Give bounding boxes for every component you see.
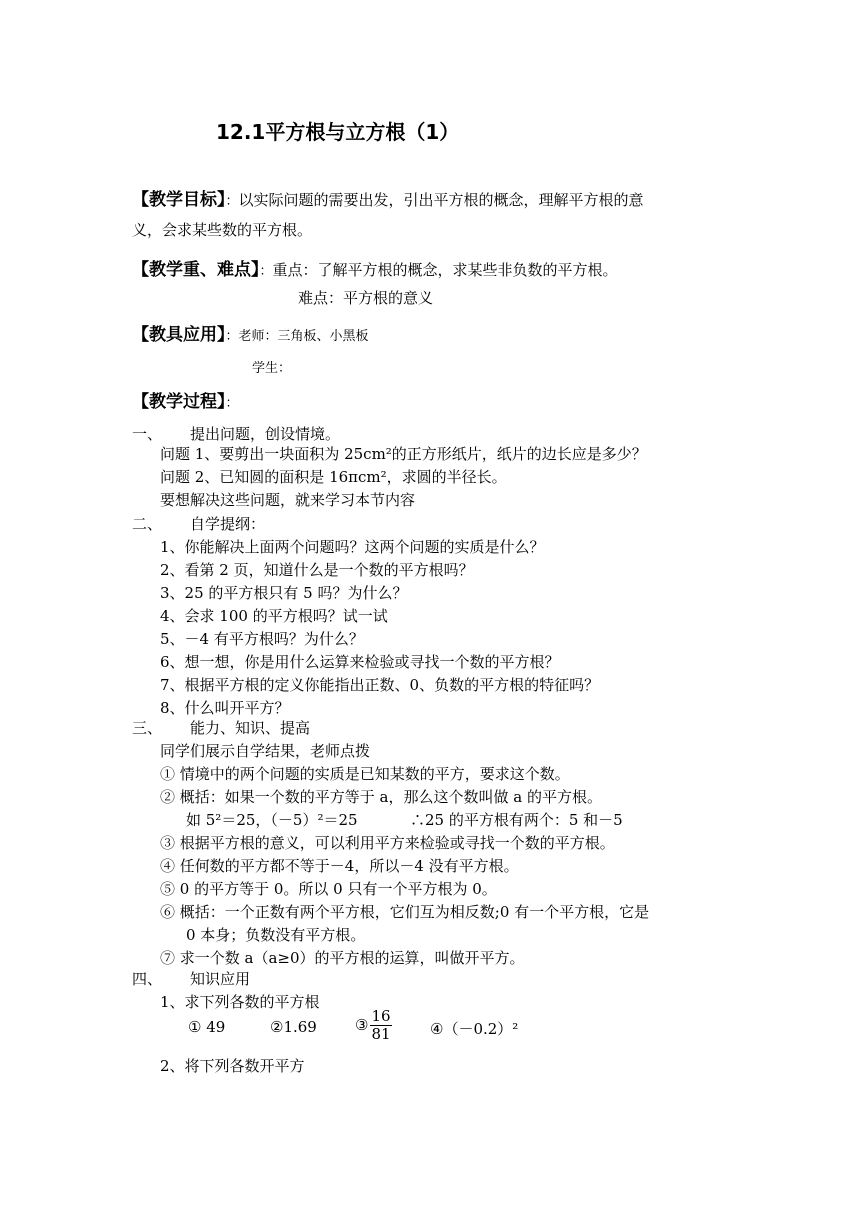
process-section [132, 387, 239, 412]
tools-heading: 【教具应用】 [132, 325, 226, 345]
key-points-section [132, 255, 618, 280]
point-1: ① 情境中的两个问题的实质是已知某数的平方，要求这个数。 [160, 765, 570, 783]
exercise-2-prompt: 2、将下列各数开平方 [160, 1057, 305, 1075]
point-4: ④ 任何数的平方都不等于－4，所以－4 没有平方根。 [160, 857, 519, 875]
key-point-text: 重点：了解平方根的概念，求某些非负数的平方根。 [272, 261, 618, 279]
section1-title: 提出问题，创设情境。 [190, 425, 341, 443]
section4-title: 知识应用 [190, 970, 251, 988]
process-heading: 【教学过程】 [132, 392, 226, 412]
outline-item-3: 3、25 的平方根只有 5 吗？为什么？ [160, 584, 408, 602]
exercise-1c-marker: ③ [355, 1015, 369, 1034]
section3-title: 能力、知识、提高 [190, 719, 311, 737]
fraction-denominator: 81 [371, 1025, 391, 1044]
tools-teacher: 老师：三角板、小黑板 [238, 329, 369, 344]
key-points-colon: ： [259, 264, 273, 279]
objectives-line1: 以实际问题的需要出发，引出平方根的概念，理解平方根的意 [238, 191, 644, 209]
section1-number: 一、 [132, 425, 163, 443]
process-colon: ： [225, 396, 239, 411]
point-6: ⑥ 概括：一个正数有两个平方根，它们互为相反数;0 有一个平方根，它是 [160, 903, 650, 921]
objectives-section [132, 185, 644, 210]
objectives-colon: ： [225, 194, 239, 209]
tools-student: 学生： [252, 361, 292, 376]
exercise-1a: ① 49 [188, 1018, 226, 1036]
outline-item-8: 8、什么叫开平方？ [160, 699, 290, 717]
objectives-line2: 义，会求某些数的平方根。 [132, 221, 313, 239]
section3-number: 三、 [132, 719, 163, 737]
exercise-1b: ②1.69 [270, 1018, 317, 1036]
point-6-continued: 0 本身；负数没有平方根。 [186, 926, 366, 944]
point-7: ⑦ 求一个数 a（a≥0）的平方根的运算，叫做开平方。 [160, 949, 525, 967]
point-2: ② 概括：如果一个数的平方等于 a，那么这个数叫做 a 的平方根。 [160, 788, 602, 806]
point-5: ⑤ 0 的平方等于 0。所以 0 只有一个平方根为 0。 [160, 880, 497, 898]
fraction [370, 1008, 391, 1044]
exercise-1d: ④（－0.2）² [430, 1020, 519, 1038]
tools-section [132, 320, 369, 345]
section3-intro: 同学们展示自学结果，老师点拨 [160, 742, 371, 760]
objectives-heading: 【教学目标】 [132, 190, 226, 210]
section4-number: 四、 [132, 970, 163, 988]
tools-colon: ： [225, 329, 239, 344]
difficult-point-text: 难点：平方根的意义 [298, 289, 434, 307]
outline-item-5: 5、－4 有平方根吗？为什么？ [160, 630, 364, 648]
page-title: 12.1平方根与立方根（1） [216, 120, 460, 144]
point-3: ③ 根据平方根的意义，可以利用平方来检验或寻找一个数的平方根。 [160, 834, 615, 852]
outline-item-2: 2、看第 2 页，知道什么是一个数的平方根吗？ [160, 561, 474, 579]
section2-number: 二、 [132, 515, 163, 533]
fraction-numerator: 16 [371, 1007, 391, 1025]
outline-item-6: 6、想一想，你是用什么运算来检验或寻找一个数的平方根？ [160, 653, 560, 671]
exercise-1c [355, 1008, 394, 1044]
point-2-conclusion: ∴25 的平方根有两个：5 和－5 [410, 811, 623, 829]
key-points-heading: 【教学重、难点】 [132, 260, 260, 280]
outline-item-1: 1、你能解决上面两个问题吗？这两个问题的实质是什么？ [160, 538, 545, 556]
outline-item-7: 7、根据平方根的定义你能指出正数、0、负数的平方根的特征吗？ [160, 676, 600, 694]
point-2-example: 如 5²＝25，（－5）²＝25 [186, 811, 358, 829]
section1-question1: 问题 1、要剪出一块面积为 25cm²的正方形纸片，纸片的边长应是多少？ [160, 445, 647, 463]
section1-transition: 要想解决这些问题，就来学习本节内容 [160, 491, 416, 509]
section2-title: 自学提纲： [190, 515, 266, 533]
section1-question2: 问题 2、已知圆的面积是 16πcm²，求圆的半径长。 [160, 468, 507, 486]
outline-item-4: 4、会求 100 的平方根吗？试一试 [160, 607, 388, 625]
exercise-1-prompt: 1、求下列各数的平方根 [160, 993, 320, 1011]
